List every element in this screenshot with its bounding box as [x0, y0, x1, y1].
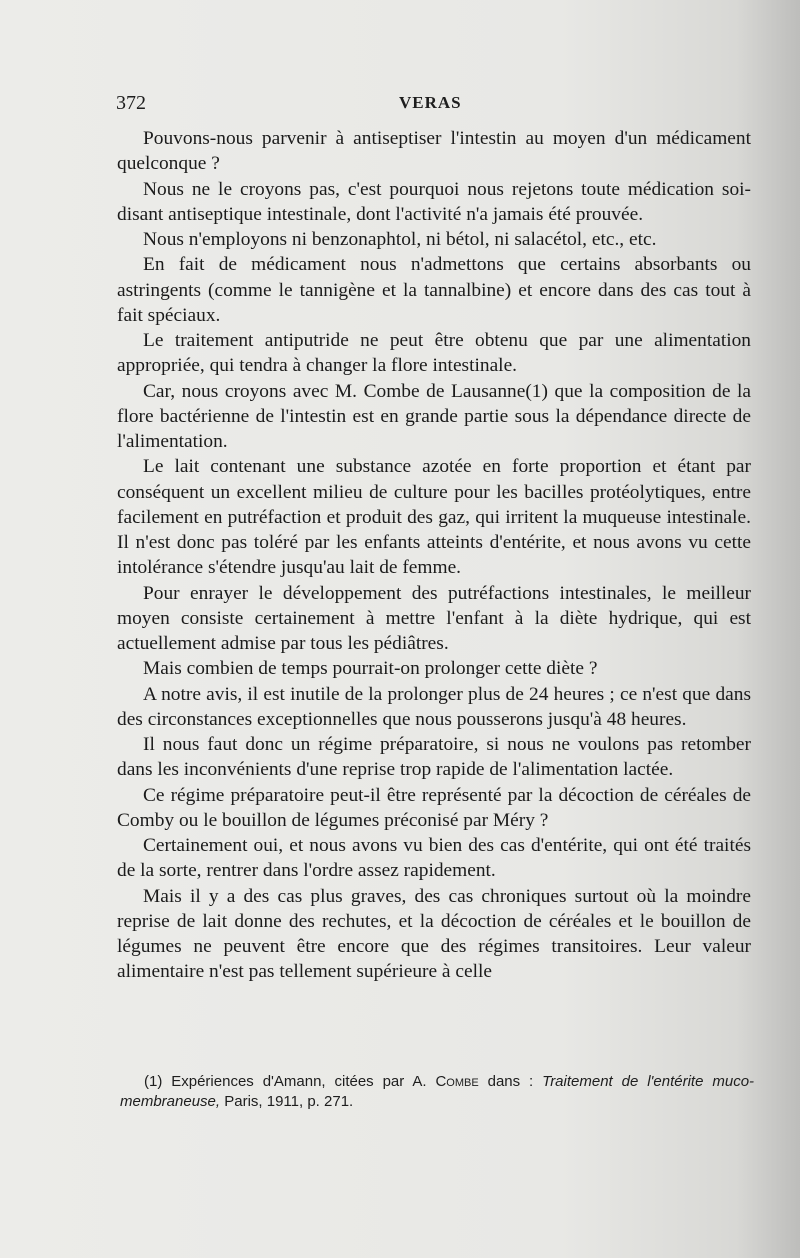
footnote-text — [120, 1072, 754, 1112]
paragraph: Le lait contenant une substance azotée en forte proportion et étant par conséquent un excellent milieu de culture pour les bacilles protéolytiques, entre facilement en putréfaction et produit des gaz, qui irritent la muqueuse intestinale. Il n'est donc pas toléré par les enfants atteints d'entérite, et nous avons vu cette intolérance s'étendre jusqu'au lait de femme. — [117, 456, 751, 579]
paragraph: Car, nous croyons avec M. Combe de Lausanne(1) que la composition de la flore bactérienne de l'intestin est en grande partie sous la dépendance directe de l'alimentation. — [117, 380, 751, 452]
footnote-work-title: Traitement de l'entérite muco-membraneuse, — [120, 1073, 755, 1110]
footnote — [120, 1072, 754, 1112]
running-title: VERAS — [399, 93, 462, 112]
paragraph: Le traitement antiputride ne peut être obtenu que par une alimentation appropriée, qui tendra à changer la flore intestinale. — [117, 330, 751, 377]
body-text — [117, 126, 751, 985]
paragraph: Nous ne le croyons pas, c'est pourquoi nous rejetons toute médication soi-disant antiseptique intestinale, dont l'activité n'a jamais été prouvée. — [117, 178, 751, 225]
paragraph: Mais il y a des cas plus graves, des cas chroniques surtout où la moindre reprise de lait donne des rechutes, et la décoction de céréales et le bouillon de légumes ne peuvent être encore que des régimes transitoires. Leur valeur alimentaire n'est pas tellement supérieure à celle — [117, 885, 751, 983]
page-number: 372 — [116, 92, 146, 114]
paragraph: A notre avis, il est inutile de la prolonger plus de 24 heures ; ce n'est que dans des circonstances exceptionnelles que nous pousserons jusqu'à 48 heures. — [117, 683, 751, 730]
footnote-lead: (1) Expériences d'Amann, citées par A. — [144, 1073, 427, 1090]
page-header — [116, 92, 756, 116]
paragraph: Il nous faut donc un régime préparatoire, si nous ne voulons pas retomber dans les inconvénients d'une reprise trop rapide de l'alimentation lactée. — [117, 734, 751, 781]
paragraph: Mais combien de temps pourrait-on prolonger cette diète ? — [143, 658, 598, 680]
paragraph: Nous n'employons ni benzonaphtol, ni bétol, ni salacétol, etc., etc. — [143, 229, 657, 250]
paragraph: Pouvons-nous parvenir à antiseptiser l'intestin au moyen d'un médicament quelconque ? — [117, 128, 751, 175]
paragraph: Ce régime préparatoire peut-il être représenté par la décoction de céréales de Comby ou le bouillon de légumes préconisé par Méry ? — [117, 784, 751, 831]
paragraph: En fait de médicament nous n'admettons que certains absorbants ou astringents (comme le tannigène et la tannalbine) et encore dans des cas tout à fait spéciaux. — [117, 254, 751, 326]
paragraph: Pour enrayer le développement des putréfactions intestinales, le meilleur moyen consiste certainement à mettre l'enfant à la diète hydrique, qui est actuellement admise par tous les pédiâtres. — [117, 582, 751, 654]
footnote-author: Combe — [435, 1073, 479, 1090]
footnote-middle: dans : — [487, 1073, 534, 1090]
footnote-tail: Paris, 1911, p. 271. — [224, 1093, 354, 1110]
paragraph: Certainement oui, et nous avons vu bien des cas d'entérite, qui ont été traités de la sorte, rentrer dans l'ordre assez rapidement. — [117, 835, 751, 882]
